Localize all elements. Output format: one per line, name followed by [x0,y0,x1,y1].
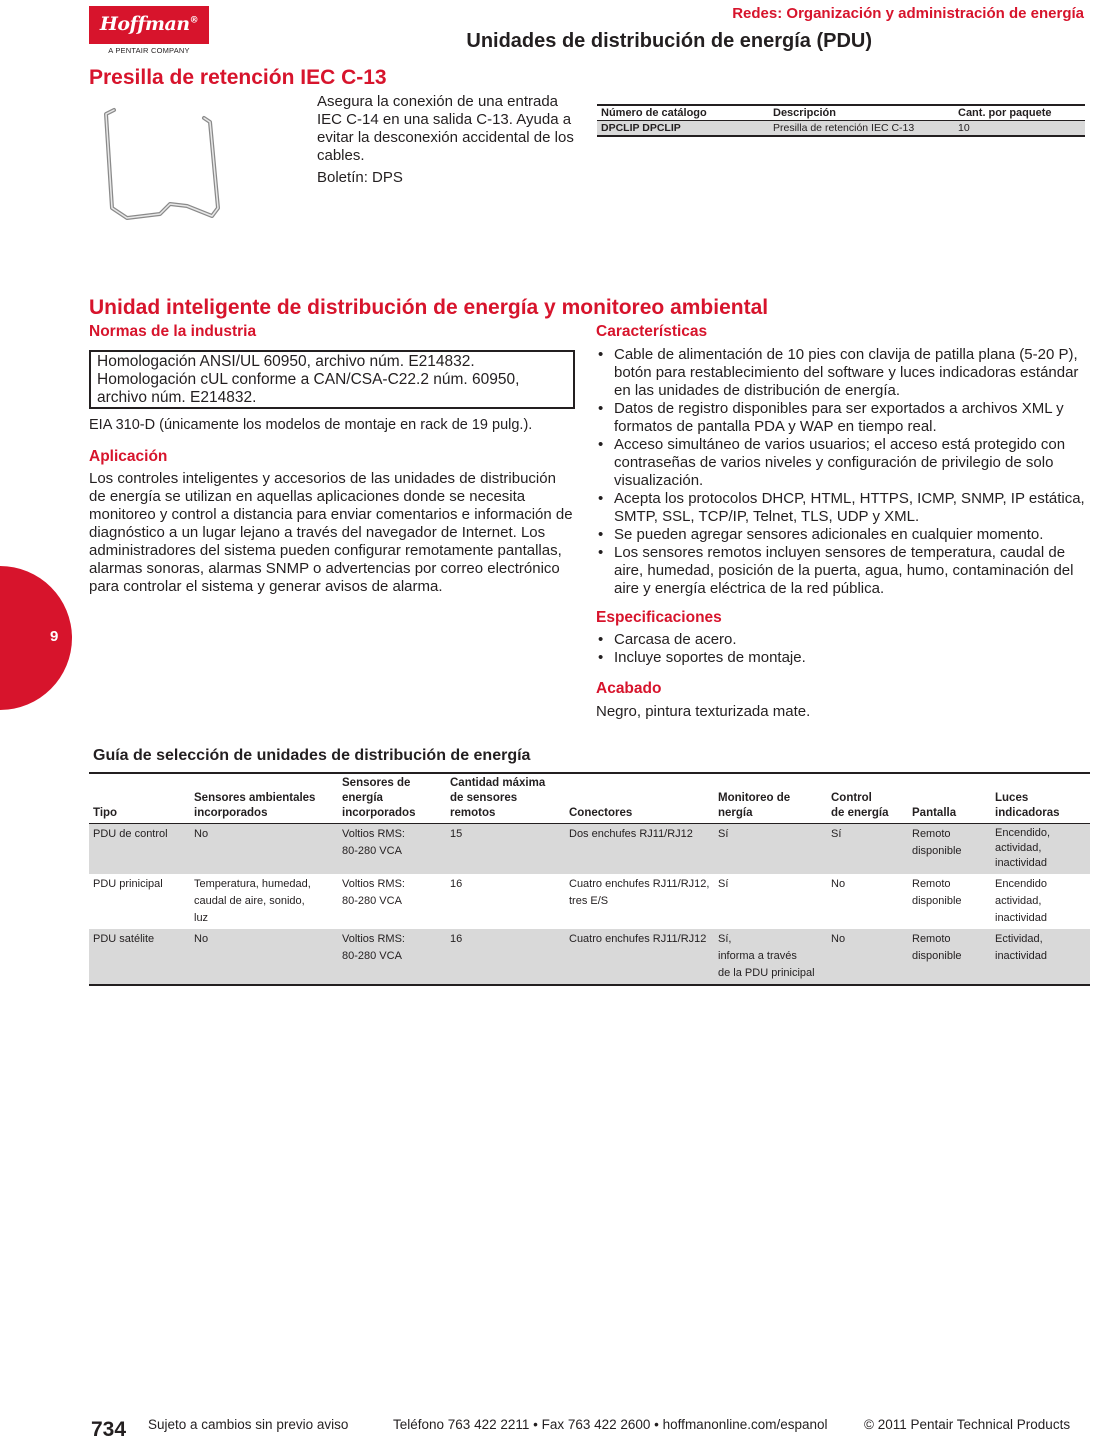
col-header: Monitoreo de nergía [714,773,827,824]
logo-text: Hoffman® [99,13,199,35]
hoffman-logo [89,6,209,44]
application-heading: Aplicación [89,448,168,465]
cell: Voltios RMS: 80-280 VCA [338,824,446,874]
cell: PDU satélite [89,929,190,985]
clip-bulletin[interactable]: Boletín: DPS [317,169,403,186]
cell: Remoto disponible [908,929,991,985]
catalog-table [597,104,1085,137]
col-header: Sensores de energía incorporados [338,773,446,824]
col-header: Descripción [769,105,954,121]
application-text: Los controles inteligentes y accesorios de las unidades de distribución de energía se utilizan en aquellas aplicaciones donde se necesita monitoreo y control a distancia para enviar comentarios e información de diagnóstico a un lugar lejano a través del navegador de Internet. Los administradores del sistema pueden configurar remotamente pantallas, alarmas sonoras, alarmas SNMP o advertencias por correo electrónico para controlar el sistema y generar avisos de alarma. [89,470,573,595]
cell: PDU prinicipal [93,877,163,890]
cell: Dos enchufes RJ11/RJ12 [565,824,714,874]
col-header: Sensores ambientales incorporados [190,773,338,824]
cell: Remoto disponible [912,877,962,907]
standards-heading: Normas de la industria [89,323,257,340]
catalog-number: DPCLIP DPCLIP [597,121,769,137]
col-header: Tipo [89,773,190,824]
cell: 16 [446,929,565,985]
footer-copyright: © 2011 Pentair Technical Products [864,1417,1071,1432]
specs-list [596,631,1090,667]
standard-line: archivo núm. E214832. [97,389,257,406]
clip-description: Asegura la conexión de una entrada IEC C-14 en una salida C-13. Ayuda a evitar la desconexión accidental de los cables. [317,93,574,164]
logo-subtitle: A PENTAIR COMPANY [108,46,190,55]
guide-title: Guía de selección de unidades de distribución de energía [93,747,531,764]
col-header: Luces indicadoras [991,773,1090,824]
chapter-number: 9 [50,628,59,645]
cell: Voltios RMS: 80-280 VCA [338,929,446,985]
cell: Remoto disponible [908,824,991,874]
smart-pdu-title: Unidad inteligente de distribución de energía y monitoreo ambiental [89,296,769,319]
list-item: • Carcasa de acero. [596,631,1090,649]
table-row [597,121,1085,137]
page-number: 734 [91,1418,127,1441]
cell: No [827,929,908,985]
cell: Temperatura, humedad, caudal de aire, sonido, luz [194,877,311,924]
section-header: Redes: Organización y administración de energía [732,5,1084,22]
cell: Sí [718,877,729,890]
col-header: Cantidad máxima de sensores remotos [446,773,565,824]
selection-guide-table [89,772,1090,986]
catalog-description: Presilla de retención IEC C-13 [769,121,954,137]
col-header: Conectores [565,773,714,824]
standard-line: Homologación cUL conforme a CAN/CSA-C22.2 núm. 60950, [97,371,520,388]
specs-heading: Especificaciones [596,609,722,626]
cell: Cuatro enchufes RJ11/RJ12 [565,929,714,985]
col-header: Control de energía [827,773,908,824]
cell: Sí [827,824,908,874]
cell: Voltios RMS: 80-280 VCA [342,877,405,907]
cell: Encendido actividad, inactividad [995,877,1047,924]
cell: 15 [446,824,565,874]
table-row [89,929,1090,985]
cell: PDU de control [89,824,190,874]
list-item: • Se pueden agregar sensores adicionales en cualquier momento. [596,526,1090,544]
col-header: Pantalla [908,773,991,824]
table-row [89,824,1090,874]
finish-text: Negro, pintura texturizada mate. [596,703,811,720]
standard-line: Homologación ANSI/UL 60950, archivo núm. E214832. [97,353,475,370]
cell: Ectividad, inactividad [991,929,1090,985]
list-item: • Acceso simultáneo de varios usuarios; el acceso está protegido con contraseñas de varios niveles y configuración de privilegio de solo visualización. [596,436,1090,490]
retention-clip-image [92,98,232,228]
table-header-row [89,773,1090,824]
list-item: • Acepta los protocolos DHCP, HTML, HTTPS, ICMP, SNMP, IP estática, SMTP, SSL, TCP/IP, Telnet, TLS, UDP y XML. [596,490,1090,526]
cell: No [190,824,338,874]
finish-heading: Acabado [596,680,662,697]
eia-note: EIA 310-D (únicamente los modelos de montaje en rack de 19 pulg.). [89,417,533,433]
cell: Sí, informa a través de la PDU prinicipal [714,929,827,985]
chapter-tab [0,566,72,710]
cell: 16 [450,877,463,890]
list-item: • Incluye soportes de montaje. [596,649,1090,667]
page-title: Unidades de distribución de energía (PDU) [466,30,872,52]
cell: No [831,877,846,890]
cell: Cuatro enchufes RJ11/RJ12, tres E/S [569,877,710,907]
col-header: Número de catálogo [597,105,769,121]
standards-box [89,350,575,409]
features-list [596,346,1090,598]
footer-contact: Teléfono 763 422 2211 • Fax 763 422 2600 • hoffmanonline.com/espanol [393,1417,828,1432]
features-heading: Características [596,323,708,340]
col-header: Cant. por paquete [954,105,1085,121]
cell: Sí [714,824,827,874]
cell: No [190,929,338,985]
table-row [89,874,1090,929]
footer-notice: Sujeto a cambios sin previo aviso [148,1417,349,1432]
list-item: • Cable de alimentación de 10 pies con clavija de patilla plana (5-20 P), botón para restablecimiento del software y luces indicadoras estándar en las unidades de distribución de energía. [596,346,1090,400]
list-item: • Datos de registro disponibles para ser exportados a archivos XML y formatos de pantalla PDA y WAP en tiempo real. [596,400,1090,436]
catalog-qty: 10 [954,121,1085,137]
clip-title: Presilla de retención IEC C-13 [89,66,387,89]
list-item: • Los sensores remotos incluyen sensores de temperatura, caudal de aire, humedad, posición de la puerta, agua, humo, contaminación del aire y energía eléctrica de la red pública. [596,544,1090,598]
cell: Encendido, actividad, inactividad [991,824,1090,874]
